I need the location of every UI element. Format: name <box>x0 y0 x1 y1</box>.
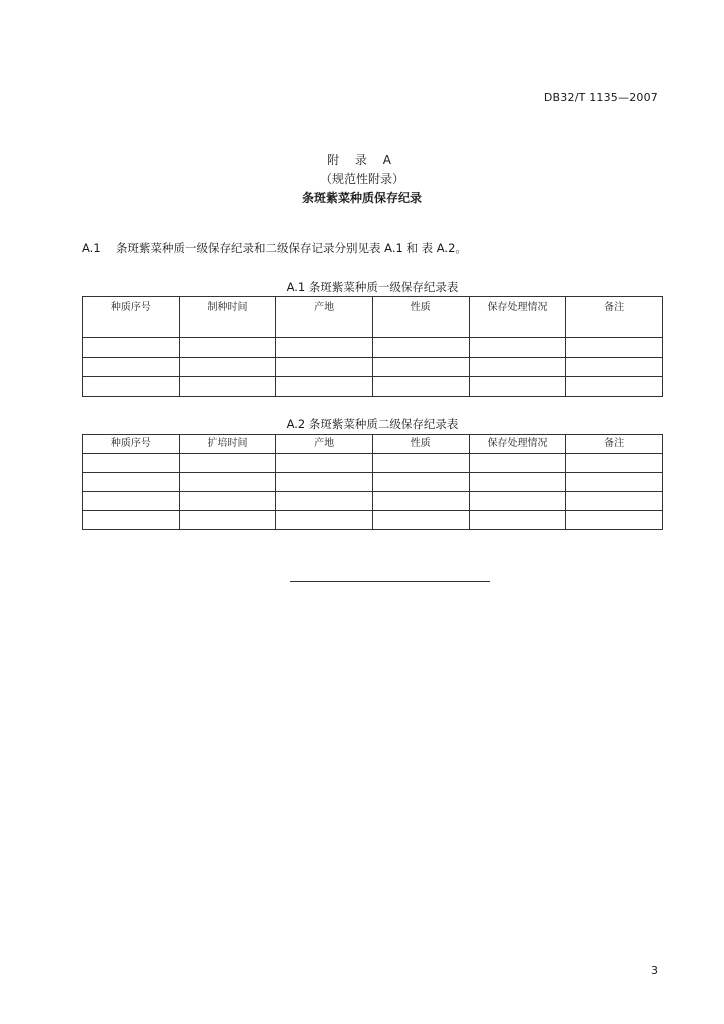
table1 <box>82 296 663 397</box>
table2-header-cell: 保存处理情况 <box>469 435 566 454</box>
table-cell <box>276 357 373 377</box>
table-cell <box>469 511 566 530</box>
table-cell <box>469 377 566 397</box>
table2-header-cell: 种质序号 <box>83 435 180 454</box>
table-cell <box>179 338 276 358</box>
table-cell <box>566 473 663 492</box>
appendix-title: 附 录 A <box>327 153 397 167</box>
table-row <box>83 492 663 511</box>
table-row <box>83 454 663 473</box>
table-row <box>83 377 663 397</box>
table-cell <box>372 511 469 530</box>
table-cell <box>179 357 276 377</box>
table-row <box>83 338 663 358</box>
table-cell <box>179 454 276 473</box>
table-row <box>83 511 663 530</box>
table-cell <box>276 454 373 473</box>
table1-header-row <box>83 297 663 338</box>
table-cell <box>469 492 566 511</box>
table-cell <box>469 473 566 492</box>
table2-header-cell: 备注 <box>566 435 663 454</box>
table-cell <box>372 377 469 397</box>
end-rule <box>290 581 490 582</box>
page-number: 3 <box>651 964 658 977</box>
table-cell <box>276 377 373 397</box>
table1-header-cell: 性质 <box>372 297 469 338</box>
clause-a1 <box>82 240 467 256</box>
table-cell <box>179 377 276 397</box>
table-cell <box>372 473 469 492</box>
table2-header-row <box>83 435 663 454</box>
table-cell <box>469 357 566 377</box>
table-row <box>83 473 663 492</box>
table1-header-cell: 产地 <box>276 297 373 338</box>
table-cell <box>372 357 469 377</box>
table-cell <box>566 377 663 397</box>
table-cell <box>83 338 180 358</box>
table-cell <box>179 492 276 511</box>
table-cell <box>83 454 180 473</box>
table-cell <box>469 454 566 473</box>
table1-header-cell: 保存处理情况 <box>469 297 566 338</box>
table-cell <box>372 338 469 358</box>
table-cell <box>566 338 663 358</box>
table-cell <box>566 492 663 511</box>
appendix-type: （规范性附录） <box>319 172 404 186</box>
table1-header-cell: 备注 <box>566 297 663 338</box>
table-row <box>83 357 663 377</box>
table1-header-cell: 制种时间 <box>179 297 276 338</box>
table-cell <box>83 357 180 377</box>
table-cell <box>372 492 469 511</box>
table-cell <box>566 357 663 377</box>
table2-caption: A.2 条斑紫菜种质二级保存纪录表 <box>286 417 459 431</box>
table2 <box>82 434 663 530</box>
table1-caption: A.1 条斑紫菜种质一级保存纪录表 <box>286 280 459 294</box>
table-cell <box>469 338 566 358</box>
table-cell <box>566 454 663 473</box>
table2-header-cell: 产地 <box>276 435 373 454</box>
table1-header-cell: 种质序号 <box>83 297 180 338</box>
table-cell <box>276 338 373 358</box>
table-cell <box>179 511 276 530</box>
appendix-name: 条斑紫菜种质保存纪录 <box>301 191 422 205</box>
table-cell <box>83 377 180 397</box>
clause-text: 条斑紫菜种质一级保存纪录和二级保存记录分别见表 A.1 和 表 A.2。 <box>116 241 467 255</box>
table-cell <box>83 492 180 511</box>
appendix-heading <box>0 151 724 207</box>
table2-header-cell: 扩培时间 <box>179 435 276 454</box>
table-cell <box>276 511 373 530</box>
table-cell <box>83 473 180 492</box>
standard-code: DB32/T 1135—2007 <box>543 91 658 104</box>
table-cell <box>276 473 373 492</box>
table2-header-cell: 性质 <box>372 435 469 454</box>
table-cell <box>566 511 663 530</box>
clause-number: A.1 <box>82 241 101 255</box>
table-cell <box>179 473 276 492</box>
table-cell <box>83 511 180 530</box>
table-cell <box>372 454 469 473</box>
table-cell <box>276 492 373 511</box>
